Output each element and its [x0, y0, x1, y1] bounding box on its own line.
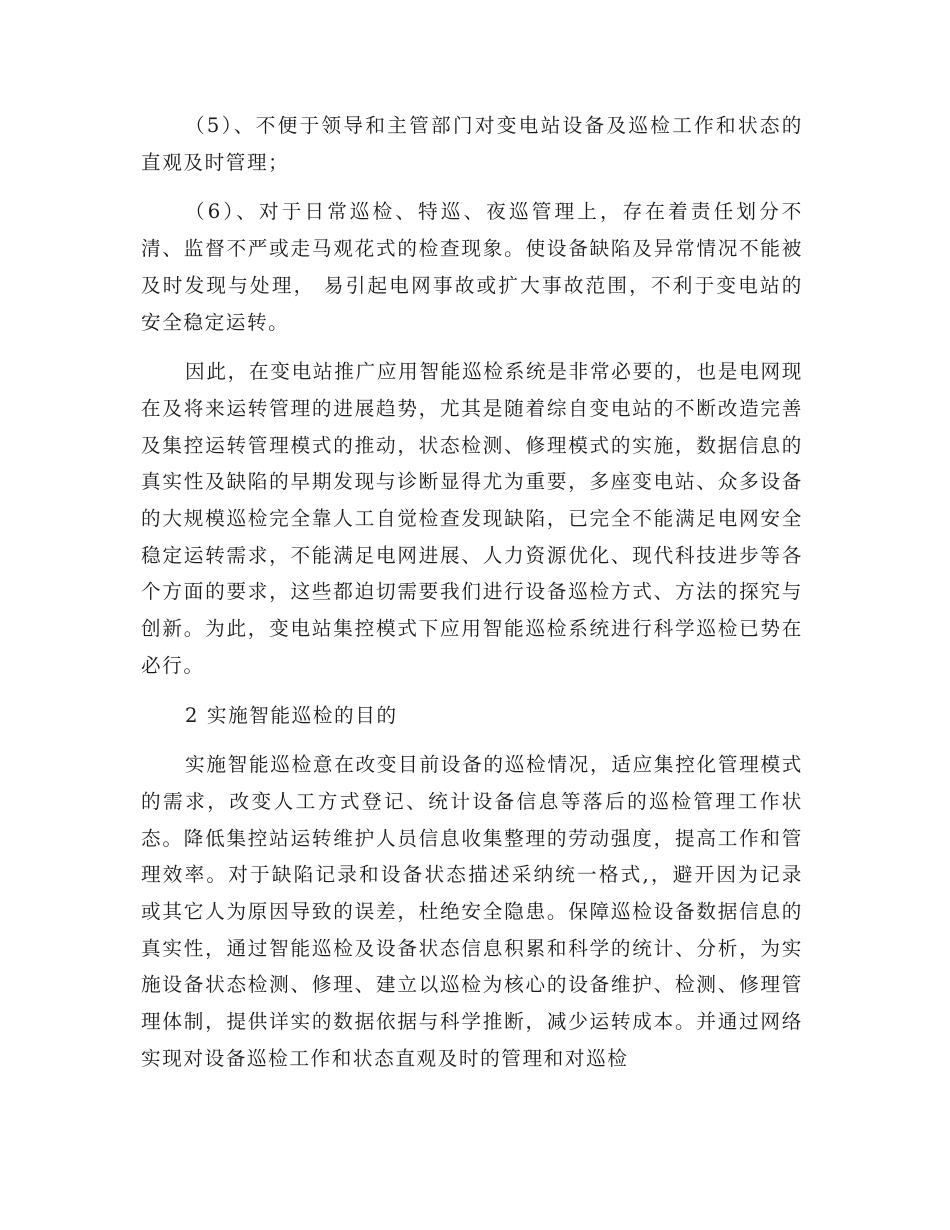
paragraph-item-5: （5）、不便于领导和主管部门对变电站设备及巡检工作和状态的直观及时管理； — [141, 114, 803, 174]
section-heading: 2 实施智能巡检的目的 — [185, 703, 398, 727]
paragraph-conclusion: 因此，在变电站推广应用智能巡检系统是非常必要的，也是电网现在及将来运转管理的进展趋势，尤其是随着综自变电站的不断改造完善及集控运转管理模式的推动，状态检测、修理模式的实施，数据信息的真实性及缺陷的早期发现与诊断显得尤为重要，多座变电站、众多设备的大规模巡检完全靠人工自觉检查发现缺陷，已完全不能满足电网安全稳定运转需求，不能满足电网进展、人力资源优化、现代科技进步等各个方面的要求，这些都迫切需要我们进行设备巡检方式、方法的探究与创新。为此，变电站集控模式下应用智能巡检系统进行科学巡检已势在必行。 — [141, 360, 803, 677]
paragraph-item-6: （6）、对于日常巡检、特巡、夜巡管理上，存在着责任划分不清、监督不严或走马观花式的检查现象。使设备缺陷及异常情况不能被及时发现与处理， 易引起电网事故或扩大事故范围，不利于变电站的安全稳定运转。 — [141, 200, 803, 334]
document-body — [141, 108, 803, 1091]
paragraph-purpose: 实施智能巡检意在改变目前设备的巡检情况，适应集控化管理模式的需求，改变人工方式登记、统计设备信息等落后的巡检管理工作状态。降低集控站运转维护人员信息收集整理的劳动强度，提高工作和管理效率。对于缺陷记录和设备状态描述采纳统一格式,，避开因为记录或其它人为原因导致的误差，杜绝安全隐患。保障巡检设备数据信息的真实性，通过智能巡检及设备状态信息积累和科学的统计、分析，为实施设备状态检测、修理、建立以巡检为核心的设备维护、检测、修理管理体制，提供详实的数据依据与科学推断，减少运转成本。并通过网络实现对设备巡检工作和状态直观及时的管理和对巡检 — [141, 753, 803, 1070]
